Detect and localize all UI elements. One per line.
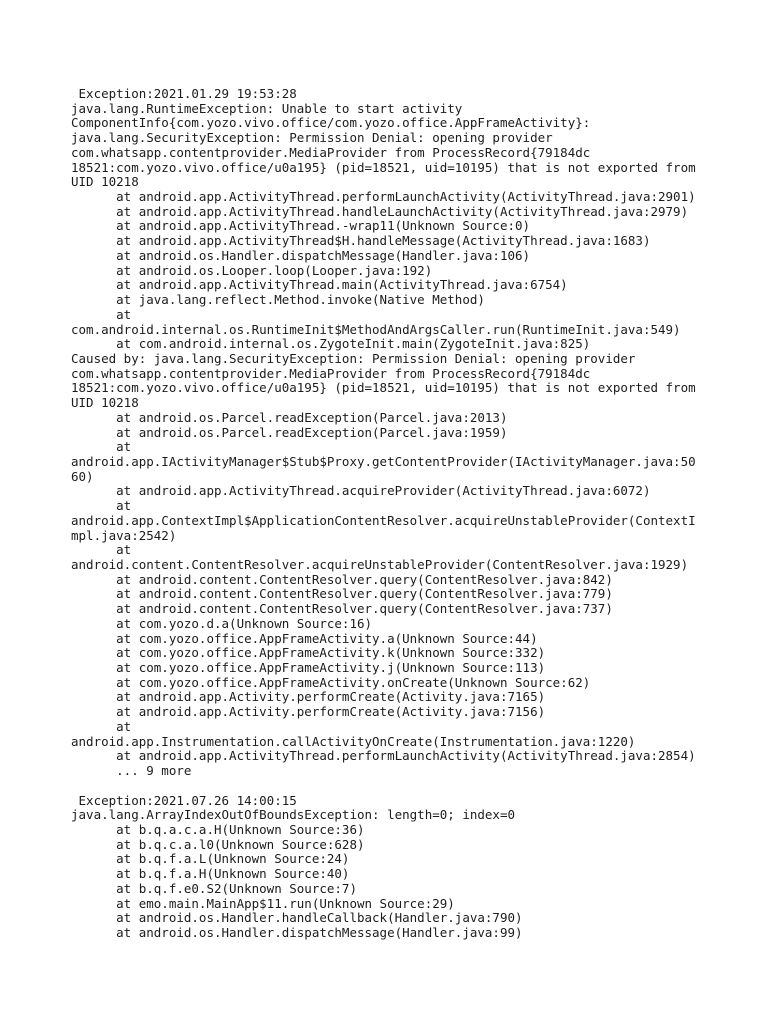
log-line: at com.yozo.office.AppFrameActivity.k(Unknown Source:332) (71, 645, 546, 661)
log-line: android.content.ContentResolver.acquireUnstableProvider(ContentResolver.java:1929) (71, 557, 689, 572)
blank-line (71, 779, 761, 794)
log-line: at b.q.f.a.H(Unknown Source:40) (71, 866, 350, 882)
log-line: at android.app.Activity.performCreate(Activity.java:7165) (71, 689, 546, 705)
log-line: at b.q.f.a.L(Unknown Source:24) (71, 851, 350, 867)
log-line: ComponentInfo{com.yozo.vivo.office/com.yozo.office.AppFrameActivity}: (71, 115, 591, 131)
log-line: UID 10218 (71, 395, 139, 411)
log-line: java.lang.SecurityException: Permission Denial: opening provider (71, 130, 553, 146)
log-line: com.whatsapp.contentprovider.MediaProvider from ProcessRecord{79184dc (71, 144, 591, 160)
log-line: at emo.main.MainApp$11.run(Unknown Source:29) (71, 895, 455, 911)
log-line: Exception:2021.01.29 19:53:28 (71, 86, 297, 101)
log-line: com.android.internal.os.RuntimeInit$MethodAndArgsCaller.run(RuntimeInit.java:549) (71, 321, 681, 337)
log-line: at android.os.Looper.loop(Looper.java:192) (71, 262, 433, 278)
log-line: Caused by: java.lang.SecurityException: Permission Denial: opening provider (71, 350, 636, 366)
log-line: at android.os.Parcel.readException(Parcel.java:1959) (71, 424, 508, 440)
log-line: 18521:com.yozo.vivo.office/u0a195} (pid=18521, uid=10195) that is not exported from (71, 159, 696, 175)
log-line: at android.app.ActivityThread$H.handleMessage(ActivityThread.java:1683) (71, 233, 651, 249)
log-line: at android.os.Handler.dispatchMessage(Handler.java:106) (71, 247, 531, 263)
log-line: at android.app.ActivityThread.performLaunchActivity(ActivityThread.java:2901) (71, 189, 696, 205)
log-line: at android.content.ContentResolver.query(ContentResolver.java:737) (71, 601, 613, 617)
stack-trace-log (71, 87, 761, 941)
log-line: at (71, 542, 132, 558)
log-line: at (71, 306, 132, 322)
log-line: at android.app.ActivityThread.main(ActivityThread.java:6754) (71, 277, 568, 293)
log-line: at com.yozo.office.AppFrameActivity.a(Unknown Source:44) (71, 630, 538, 646)
log-line: at com.yozo.d.a(Unknown Source:16) (71, 615, 373, 631)
log-line: at com.yozo.office.AppFrameActivity.onCreate(Unknown Source:62) (71, 674, 591, 690)
log-line: 18521:com.yozo.vivo.office/u0a195} (pid=18521, uid=10195) that is not exported from (71, 380, 696, 396)
log-line: android.app.IActivityManager$Stub$Proxy.getContentProvider(IActivityManager.java:50 (71, 453, 696, 469)
log-line: at android.content.ContentResolver.query(ContentResolver.java:842) (71, 571, 613, 587)
log-line: mpl.java:2542) (71, 527, 177, 543)
log-line: at android.app.ActivityThread.handleLaunchActivity(ActivityThread.java:2979) (71, 203, 689, 219)
log-line: at android.app.ActivityThread.performLaunchActivity(ActivityThread.java:2854) (71, 748, 696, 764)
log-line: 60) (71, 468, 94, 484)
log-line: at android.app.Activity.performCreate(Activity.java:7156) (71, 704, 546, 720)
log-line: at b.q.c.a.l0(Unknown Source:628) (71, 836, 365, 852)
log-line: Exception:2021.07.26 14:00:15 (71, 792, 297, 808)
log-line: at android.os.Parcel.readException(Parcel.java:2013) (71, 409, 508, 425)
log-line: at (71, 498, 132, 514)
log-line: at (71, 718, 132, 734)
log-line: at b.q.a.c.a.H(Unknown Source:36) (71, 821, 365, 837)
log-line: at (71, 439, 132, 455)
log-line: android.app.ContextImpl$ApplicationContentResolver.acquireUnstableProvider(ContextI (71, 512, 696, 528)
log-line: at com.android.internal.os.ZygoteInit.main(ZygoteInit.java:825) (71, 336, 591, 352)
log-line: android.app.Instrumentation.callActivityOnCreate(Instrumentation.java:1220) (71, 733, 636, 749)
log-line: UID 10218 (71, 174, 139, 190)
log-line: at b.q.f.e0.S2(Unknown Source:7) (71, 880, 357, 896)
log-line: java.lang.RuntimeException: Unable to start activity (71, 100, 463, 116)
log-line: at android.os.Handler.dispatchMessage(Handler.java:99) (71, 924, 523, 940)
log-line: at com.yozo.office.AppFrameActivity.j(Unknown Source:113) (71, 660, 546, 676)
log-line: java.lang.ArrayIndexOutOfBoundsException: length=0; index=0 (71, 807, 516, 823)
log-line: at android.content.ContentResolver.query(ContentResolver.java:779) (71, 586, 613, 602)
log-line: at android.os.Handler.handleCallback(Handler.java:790) (71, 910, 523, 926)
log-line: at android.app.ActivityThread.-wrap11(Unknown Source:0) (71, 218, 531, 234)
log-line: at android.app.ActivityThread.acquireProvider(ActivityThread.java:6072) (71, 483, 651, 499)
log-line: com.whatsapp.contentprovider.MediaProvider from ProcessRecord{79184dc (71, 365, 591, 381)
log-line: ... 9 more (71, 763, 192, 779)
log-line: at java.lang.reflect.Method.invoke(Native Method) (71, 292, 485, 308)
